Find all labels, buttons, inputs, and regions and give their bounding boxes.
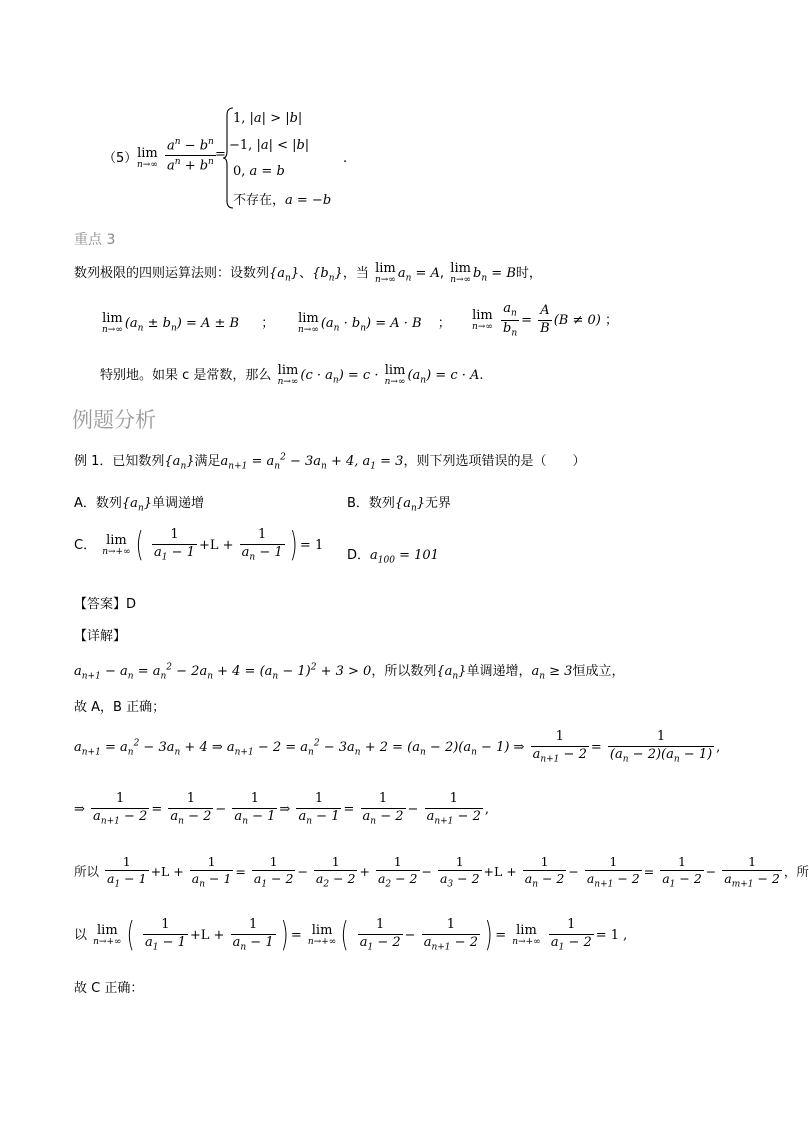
option-c: C． lim n→+∞ ( $\frac{1}{a_1 - 1}$ +L + $\frac{1}{a_n - 1}$ ) = 1 <box>74 525 324 566</box>
case-1: 1, |a| > |b| <box>233 111 303 126</box>
case-2: −1, |a| < |b| <box>229 138 310 153</box>
answer-line: 【答案】D <box>74 597 137 612</box>
rules-intro: 数列极限的四则运算法则：设数列$\{a_n\}$、$\{b_n\}$，当 lim n→∞ $a_n = A$, lim n→∞ $b_n = B$时， <box>74 261 542 285</box>
rule-quotient: lim n→∞ $\frac{a_n}{b_n}$ = $\frac{A}{B}$ (B ≠ 0) ； <box>472 301 618 339</box>
answer-value: D <box>126 597 137 612</box>
rule-sum: lim n→∞ $(a_n \pm b_n) = A \pm B$ ； <box>102 311 275 335</box>
solution-line-4: ⇒ $\frac{1}{a_{n+1} - 2}$ = $\frac{1}{a_n - 2}$ − $\frac{1}{a_n - 1}$ ⇒ $\frac{1}{a_n - 1}$ = $\frac{1}{a_n - 2}$ − $\frac{1}{a_{n+1} - 2}$ , <box>74 791 489 827</box>
example-1-stem: 例 1．已知数列$\{a_n\}$满足$a_{n+1} = a_n^2 - 3a_n + 4$, $a_1 = 3$，则下列选项错误的是（ ） <box>74 452 586 472</box>
example-section-title: 例题分析 <box>72 408 156 432</box>
limit-operator: lim n→∞ <box>137 146 158 170</box>
solution-line-5: 所以 $\frac{1}{a_1 - 1}$ +L + $\frac{1}{a_n - 1}$ = $\frac{1}{a_1 - 2}$ − $\frac{1}{a_2 - 2}$ + $\frac{1}{a_2 - 2}$ − $\frac{1}{a_3 - 2}$ +L + $\frac{1}{a_n - 2}$ − $\frac{1}{a_{n+1} - 2}$ = $\frac{1}{a_1 - 2}$ − $\frac{1}{a_{m+1} - 2}$ ，所 <box>74 854 809 890</box>
formula-5-period: . <box>343 151 348 166</box>
solution-line-2: 故 A，B 正确； <box>74 700 166 715</box>
formula-5-label: （5） <box>103 151 138 166</box>
formula-5-fraction: $\frac{a^n - b^n}{a^n + b^n}$ <box>167 137 214 174</box>
detail-tag: 【详解】 <box>74 629 127 644</box>
option-b: B．数列$\{a_n\}$无界 <box>347 496 452 514</box>
rule-product: lim n→∞ $(a_n \cdot b_n) = A \cdot B$ ； <box>298 311 451 335</box>
case-4: 不存在，a = −b <box>233 193 332 208</box>
option-d: D．$a_{100} = 101$ <box>347 548 439 566</box>
solution-line-3: $a_{n+1} = a_n^2 - 3a_n + 4$ ⇒ $a_{n+1} - 2 = a_n^2 - 3a_n + 2 = (a_n - 2)(a_n - 1)$ ⇒ $\frac{1}{a_{n+1} - 2}$ = $\frac{1}{(a_n - 2)(a_n - 1)}$ , <box>74 729 721 765</box>
solution-line-7: 故 C 正确： <box>74 981 144 996</box>
key-point-3-title: 重点 3 <box>74 232 116 248</box>
option-a: A．数列$\{a_n\}$单调递增 <box>74 496 205 514</box>
solution-line-6: 以 lim n→+∞ ( $\frac{1}{a_1 - 1}$ +L + $\frac{1}{a_n - 1}$ ) = lim n→+∞ ( $\frac{1}{a_1 - 2}$ − $\frac{1}{a_{n+1} - 2}$ ) = lim n→+∞ $\frac{1}{a_1 - 2}$ = 1 , <box>74 915 628 956</box>
rule-constant: 特别地。如果 c 是常数，那么 lim n→∞ $(c \cdot a_n) = c$ · lim n→∞ $(a_n) = c \cdot A$. <box>100 363 484 387</box>
solution-line-1: $a_{n+1} - a_n = a_n^2 - 2a_n + 4 = (a_n - 1)^2 + 3 > 0$，所以数列$\{a_n\}$单调递增，$a_n \ge 3$恒成立， <box>74 662 625 682</box>
case-3: 0, a = b <box>233 164 285 179</box>
formula-5: （5） lim n→∞ $\frac{a^n - b^n}{a^n + b^n}$ = 1, |a| > |b| −1, |a| < |b| 0, a = b 不存在，a = −b . <box>103 105 363 211</box>
